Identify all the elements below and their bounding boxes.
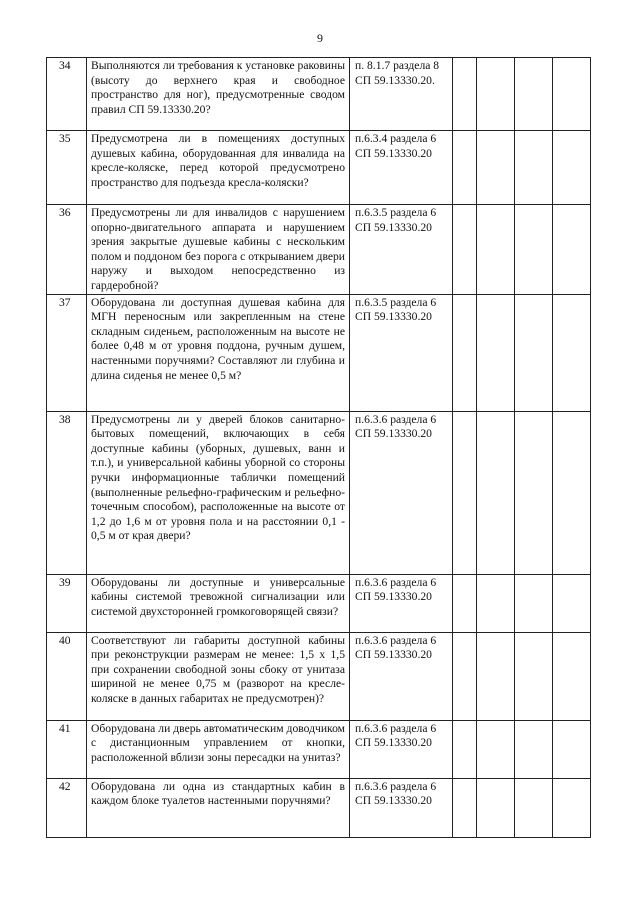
empty-cell bbox=[453, 632, 477, 720]
row-number: 42 bbox=[47, 778, 87, 837]
row-reference: п.6.3.6 раздела 6 СП 59.13330.20 bbox=[350, 632, 453, 720]
empty-cell bbox=[453, 294, 477, 411]
table-row bbox=[47, 574, 591, 632]
empty-cell bbox=[453, 58, 477, 131]
row-question: Соответствуют ли габариты доступной кабины при реконструкции размерам не менее: 1,5 х 1,5 при сохранении свободной зоны сбоку от унитаза шириной не менее 0,75 м (разворот на кресле-коляске в данных габаритах не предусмотрен)? bbox=[87, 632, 350, 720]
empty-cell bbox=[453, 720, 477, 778]
table-row bbox=[47, 58, 591, 131]
row-question: Предусмотрена ли в помещениях доступных душевых кабина, оборудованная для инвалида на кресле-коляске, перед которой предусмотрено пространство для подъезда кресла-коляски? bbox=[87, 131, 350, 205]
row-number: 37 bbox=[47, 294, 87, 411]
empty-cell bbox=[553, 778, 591, 837]
empty-cell bbox=[553, 574, 591, 632]
row-question: Оборудованы ли доступные и универсальные кабины системой тревожной сигнализации или системой двухсторонней громкоговорящей связи? bbox=[87, 574, 350, 632]
empty-cell bbox=[515, 632, 553, 720]
row-reference: п.6.3.6 раздела 6 СП 59.13330.20 bbox=[350, 574, 453, 632]
table-row bbox=[47, 131, 591, 205]
row-reference: п.6.3.6 раздела 6 СП 59.13330.20 bbox=[350, 778, 453, 837]
table-row bbox=[47, 632, 591, 720]
empty-cell bbox=[453, 574, 477, 632]
empty-cell bbox=[553, 294, 591, 411]
empty-cell bbox=[515, 574, 553, 632]
empty-cell bbox=[477, 205, 515, 295]
empty-cell bbox=[515, 294, 553, 411]
empty-cell bbox=[553, 720, 591, 778]
empty-cell bbox=[477, 411, 515, 574]
empty-cell bbox=[453, 131, 477, 205]
empty-cell bbox=[553, 131, 591, 205]
empty-cell bbox=[553, 58, 591, 131]
empty-cell bbox=[515, 205, 553, 295]
empty-cell bbox=[477, 58, 515, 131]
row-reference: п.6.3.5 раздела 6 СП 59.13330.20 bbox=[350, 294, 453, 411]
empty-cell bbox=[477, 720, 515, 778]
row-reference: п.6.3.5 раздела 6 СП 59.13330.20 bbox=[350, 205, 453, 295]
empty-cell bbox=[553, 205, 591, 295]
row-question: Оборудована ли одна из стандартных кабин в каждом блоке туалетов настенными поручнями? bbox=[87, 778, 350, 837]
row-reference: п.6.3.6 раздела 6 СП 59.13330.20 bbox=[350, 720, 453, 778]
row-question: Оборудована ли доступная душевая кабина для МГН переносным или закрепленным на стене складным сиденьем, расположенным на высоте не более 0,48 м от уровня поддона, ручным душем, настенными поручнями? Составляют ли глубина и длина сиденья не менее 0,5 м? bbox=[87, 294, 350, 411]
empty-cell bbox=[515, 58, 553, 131]
row-number: 34 bbox=[47, 58, 87, 131]
row-reference: п. 8.1.7 раздела 8 СП 59.13330.20. bbox=[350, 58, 453, 131]
row-question: Предусмотрены ли для инвалидов с нарушением опорно-двигательного аппарата и нарушением зрения закрытые душевые кабины с нескольким полом и поддоном без порога с открыванием двери наружу и выходом непосредственно из гардеробной? bbox=[87, 205, 350, 295]
empty-cell bbox=[477, 778, 515, 837]
empty-cell bbox=[477, 632, 515, 720]
page-number: 9 bbox=[317, 31, 323, 45]
empty-cell bbox=[515, 411, 553, 574]
empty-cell bbox=[515, 131, 553, 205]
empty-cell bbox=[477, 294, 515, 411]
table-row bbox=[47, 205, 591, 295]
table-row bbox=[47, 720, 591, 778]
row-number: 41 bbox=[47, 720, 87, 778]
table-row bbox=[47, 411, 591, 574]
row-number: 35 bbox=[47, 131, 87, 205]
empty-cell bbox=[453, 778, 477, 837]
empty-cell bbox=[553, 632, 591, 720]
empty-cell bbox=[477, 574, 515, 632]
empty-cell bbox=[477, 131, 515, 205]
row-question: Выполняются ли требования к установке раковины (высоту до верхнего края и свободное пространство для ног), предусмотренные сводом правил СП 59.13330.20? bbox=[87, 58, 350, 131]
row-number: 36 bbox=[47, 205, 87, 295]
empty-cell bbox=[453, 205, 477, 295]
row-question: Оборудована ли дверь автоматическим доводчиком с дистанционным управлением от кнопки, расположенной вблизи зоны пересадки на унитаз? bbox=[87, 720, 350, 778]
empty-cell bbox=[515, 720, 553, 778]
table-row bbox=[47, 294, 591, 411]
empty-cell bbox=[553, 411, 591, 574]
row-reference: п.6.3.4 раздела 6 СП 59.13330.20 bbox=[350, 131, 453, 205]
row-number: 39 bbox=[47, 574, 87, 632]
row-number: 40 bbox=[47, 632, 87, 720]
row-number: 38 bbox=[47, 411, 87, 574]
row-question: Предусмотрены ли у дверей блоков санитарно-бытовых помещений, включающих в себя доступные кабины (уборных, душевых, ванн и т.п.), и универсальной кабины уборной со стороны ручки информационные таблички помещений (выполненные рельефно-графическим и рельефно-точечным способом), расположенные на высоте от 1,2 до 1,6 м от уровня пола и на расстоянии 0,1 - 0,5 м от края двери? bbox=[87, 411, 350, 574]
checklist-table bbox=[46, 57, 591, 838]
empty-cell bbox=[453, 411, 477, 574]
table-row bbox=[47, 778, 591, 837]
empty-cell bbox=[515, 778, 553, 837]
row-reference: п.6.3.6 раздела 6 СП 59.13330.20 bbox=[350, 411, 453, 574]
